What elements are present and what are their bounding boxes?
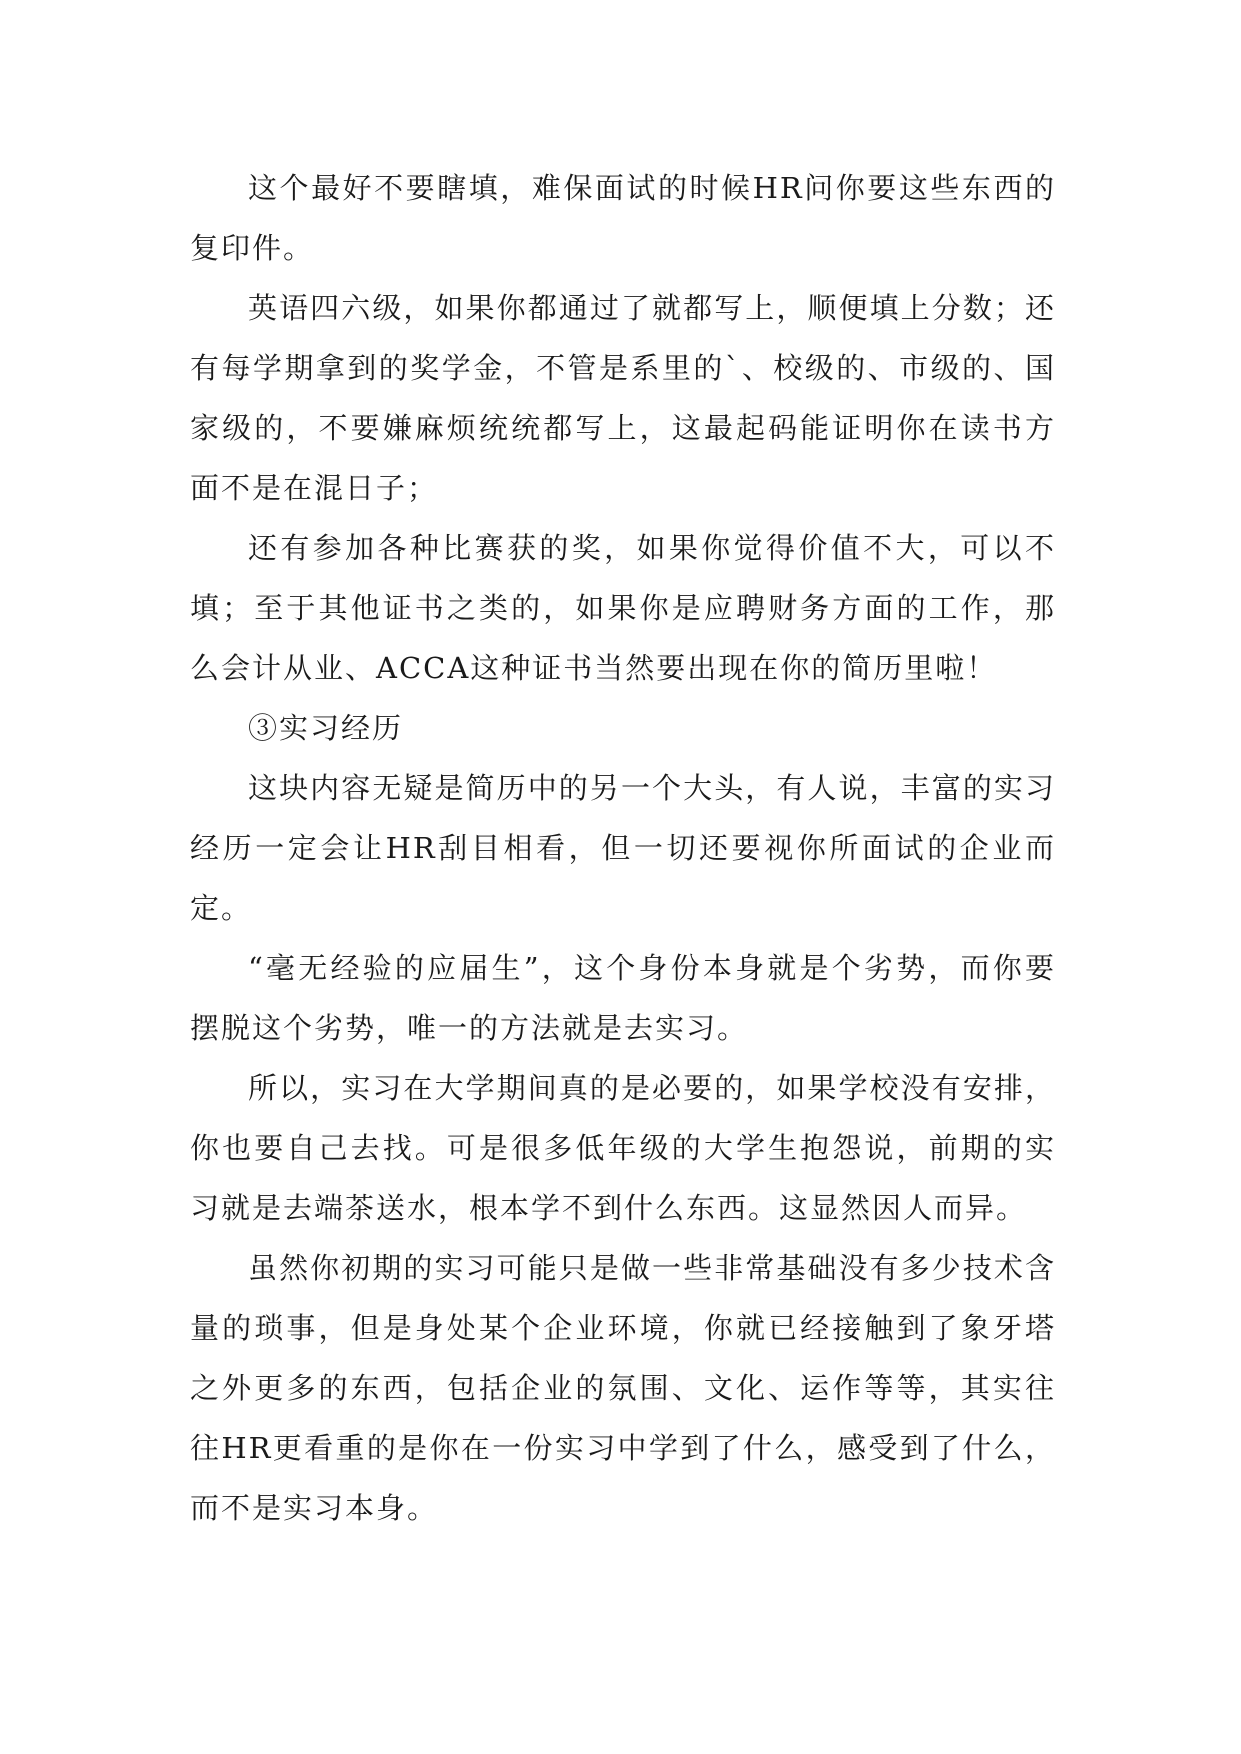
paragraph-internship-intro: 这块内容无疑是简历中的另一个大头，有人说，丰富的实习经历一定会让HR刮目相看，但一切还要视你所面试的企业而定。	[190, 771, 1056, 925]
document-body	[190, 158, 1056, 1538]
paragraph-internship-value: 虽然你初期的实习可能只是做一些非常基础没有多少技术含量的琐事，但是身处某个企业环境，你就已经接触到了象牙塔之外更多的东西，包括企业的氛围、文化、运作等等，其实往往HR更看重的是你在一份实习中学到了什么，感受到了什么，而不是实习本身。	[190, 1251, 1056, 1525]
paragraph-copies: 这个最好不要瞎填，难保面试的时候HR问你要这些东西的复印件。	[190, 171, 1056, 265]
paragraph-awards-certificates: 还有参加各种比赛获的奖，如果你觉得价值不大，可以不填；至于其他证书之类的，如果你是应聘财务方面的工作，那么会计从业、ACCA这种证书当然要出现在你的简历里啦！	[190, 531, 1056, 685]
paragraph-fresh-graduate: “毫无经验的应届生”，这个身份本身就是个劣势，而你要摆脱这个劣势，唯一的方法就是去实习。	[190, 951, 1056, 1045]
paragraph-internship-necessity: 所以，实习在大学期间真的是必要的，如果学校没有安排，你也要自己去找。可是很多低年级的大学生抱怨说，前期的实习就是去端茶送水，根本学不到什么东西。这显然因人而异。	[190, 1071, 1056, 1225]
section-heading-internship: ③实习经历	[248, 711, 404, 745]
paragraph-cet-scholarship: 英语四六级，如果你都通过了就都写上，顺便填上分数；还有每学期拿到的奖学金，不管是系里的`、校级的、市级的、国家级的，不要嫌麻烦统统都写上，这最起码能证明你在读书方面不是在混日子；	[190, 291, 1056, 505]
